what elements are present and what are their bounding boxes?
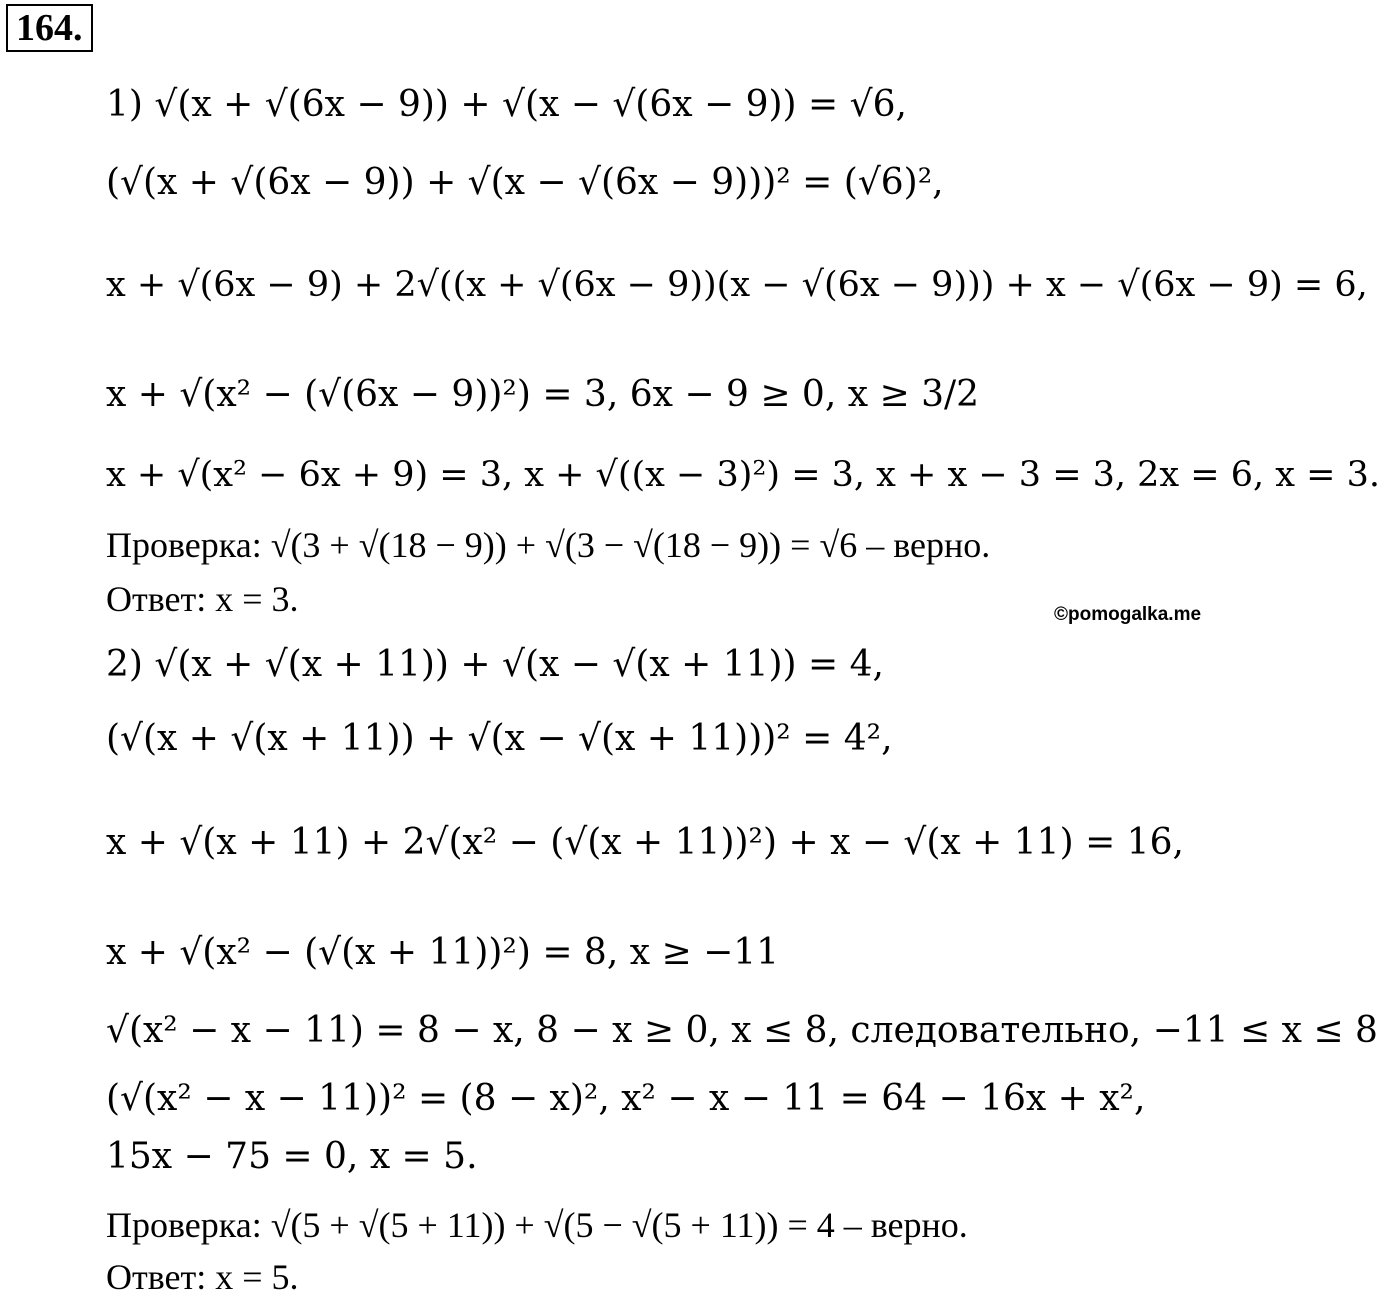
problem-number: 164. bbox=[6, 4, 93, 52]
check-line: Проверка: √(5 + √(5 + 11)) + √(5 − √(5 + 11)) = 4 – верно. bbox=[106, 1205, 968, 1245]
solution-line: x + √(x + 11) + 2√(x² − (√(x + 11))²) + x − √(x + 11) = 16, bbox=[106, 822, 1184, 863]
solution-line: x + √(x² − 6x + 9) = 3, x + √((x − 3)²) = 3, x + x − 3 = 3, 2x = 6, x = 3. bbox=[106, 455, 1380, 495]
answer-line: Ответ: x = 5. bbox=[106, 1257, 299, 1297]
solution-line: x + √(x² − (√(x + 11))²) = 8, x ≥ −11 bbox=[106, 932, 780, 973]
watermark: ©pomogalka.me bbox=[1054, 604, 1202, 625]
solution-line: 1) √(x + √(6x − 9)) + √(x − √(6x − 9)) = √6, bbox=[106, 84, 907, 125]
solution-line: (√(x + √(x + 11)) + √(x − √(x + 11)))² = 4², bbox=[106, 718, 893, 759]
solution-line: x + √(6x − 9) + 2√((x + √(6x − 9))(x − √(6x − 9))) + x − √(6x − 9) = 6, bbox=[106, 265, 1368, 305]
solution-line: (√(x² − x − 11))² = (8 − x)², x² − x − 11 = 64 − 16x + x², bbox=[106, 1078, 1146, 1119]
solution-line: 15x − 75 = 0, x = 5. bbox=[106, 1136, 478, 1177]
solution-line: x + √(x² − (√(6x − 9))²) = 3, 6x − 9 ≥ 0, x ≥ 3/2 bbox=[106, 374, 980, 415]
check-line: Проверка: √(3 + √(18 − 9)) + √(3 − √(18 − 9)) = √6 – верно. bbox=[106, 525, 991, 565]
solution-line: 2) √(x + √(x + 11)) + √(x − √(x + 11)) = 4, bbox=[106, 644, 884, 685]
solution-line: √(x² − x − 11) = 8 − x, 8 − x ≥ 0, x ≤ 8, следовательно, −11 ≤ x ≤ 8 bbox=[106, 1010, 1378, 1051]
solution-line: (√(x + √(6x − 9)) + √(x − √(6x − 9)))² = (√6)², bbox=[106, 162, 944, 203]
answer-line: Ответ: x = 3. bbox=[106, 579, 299, 619]
